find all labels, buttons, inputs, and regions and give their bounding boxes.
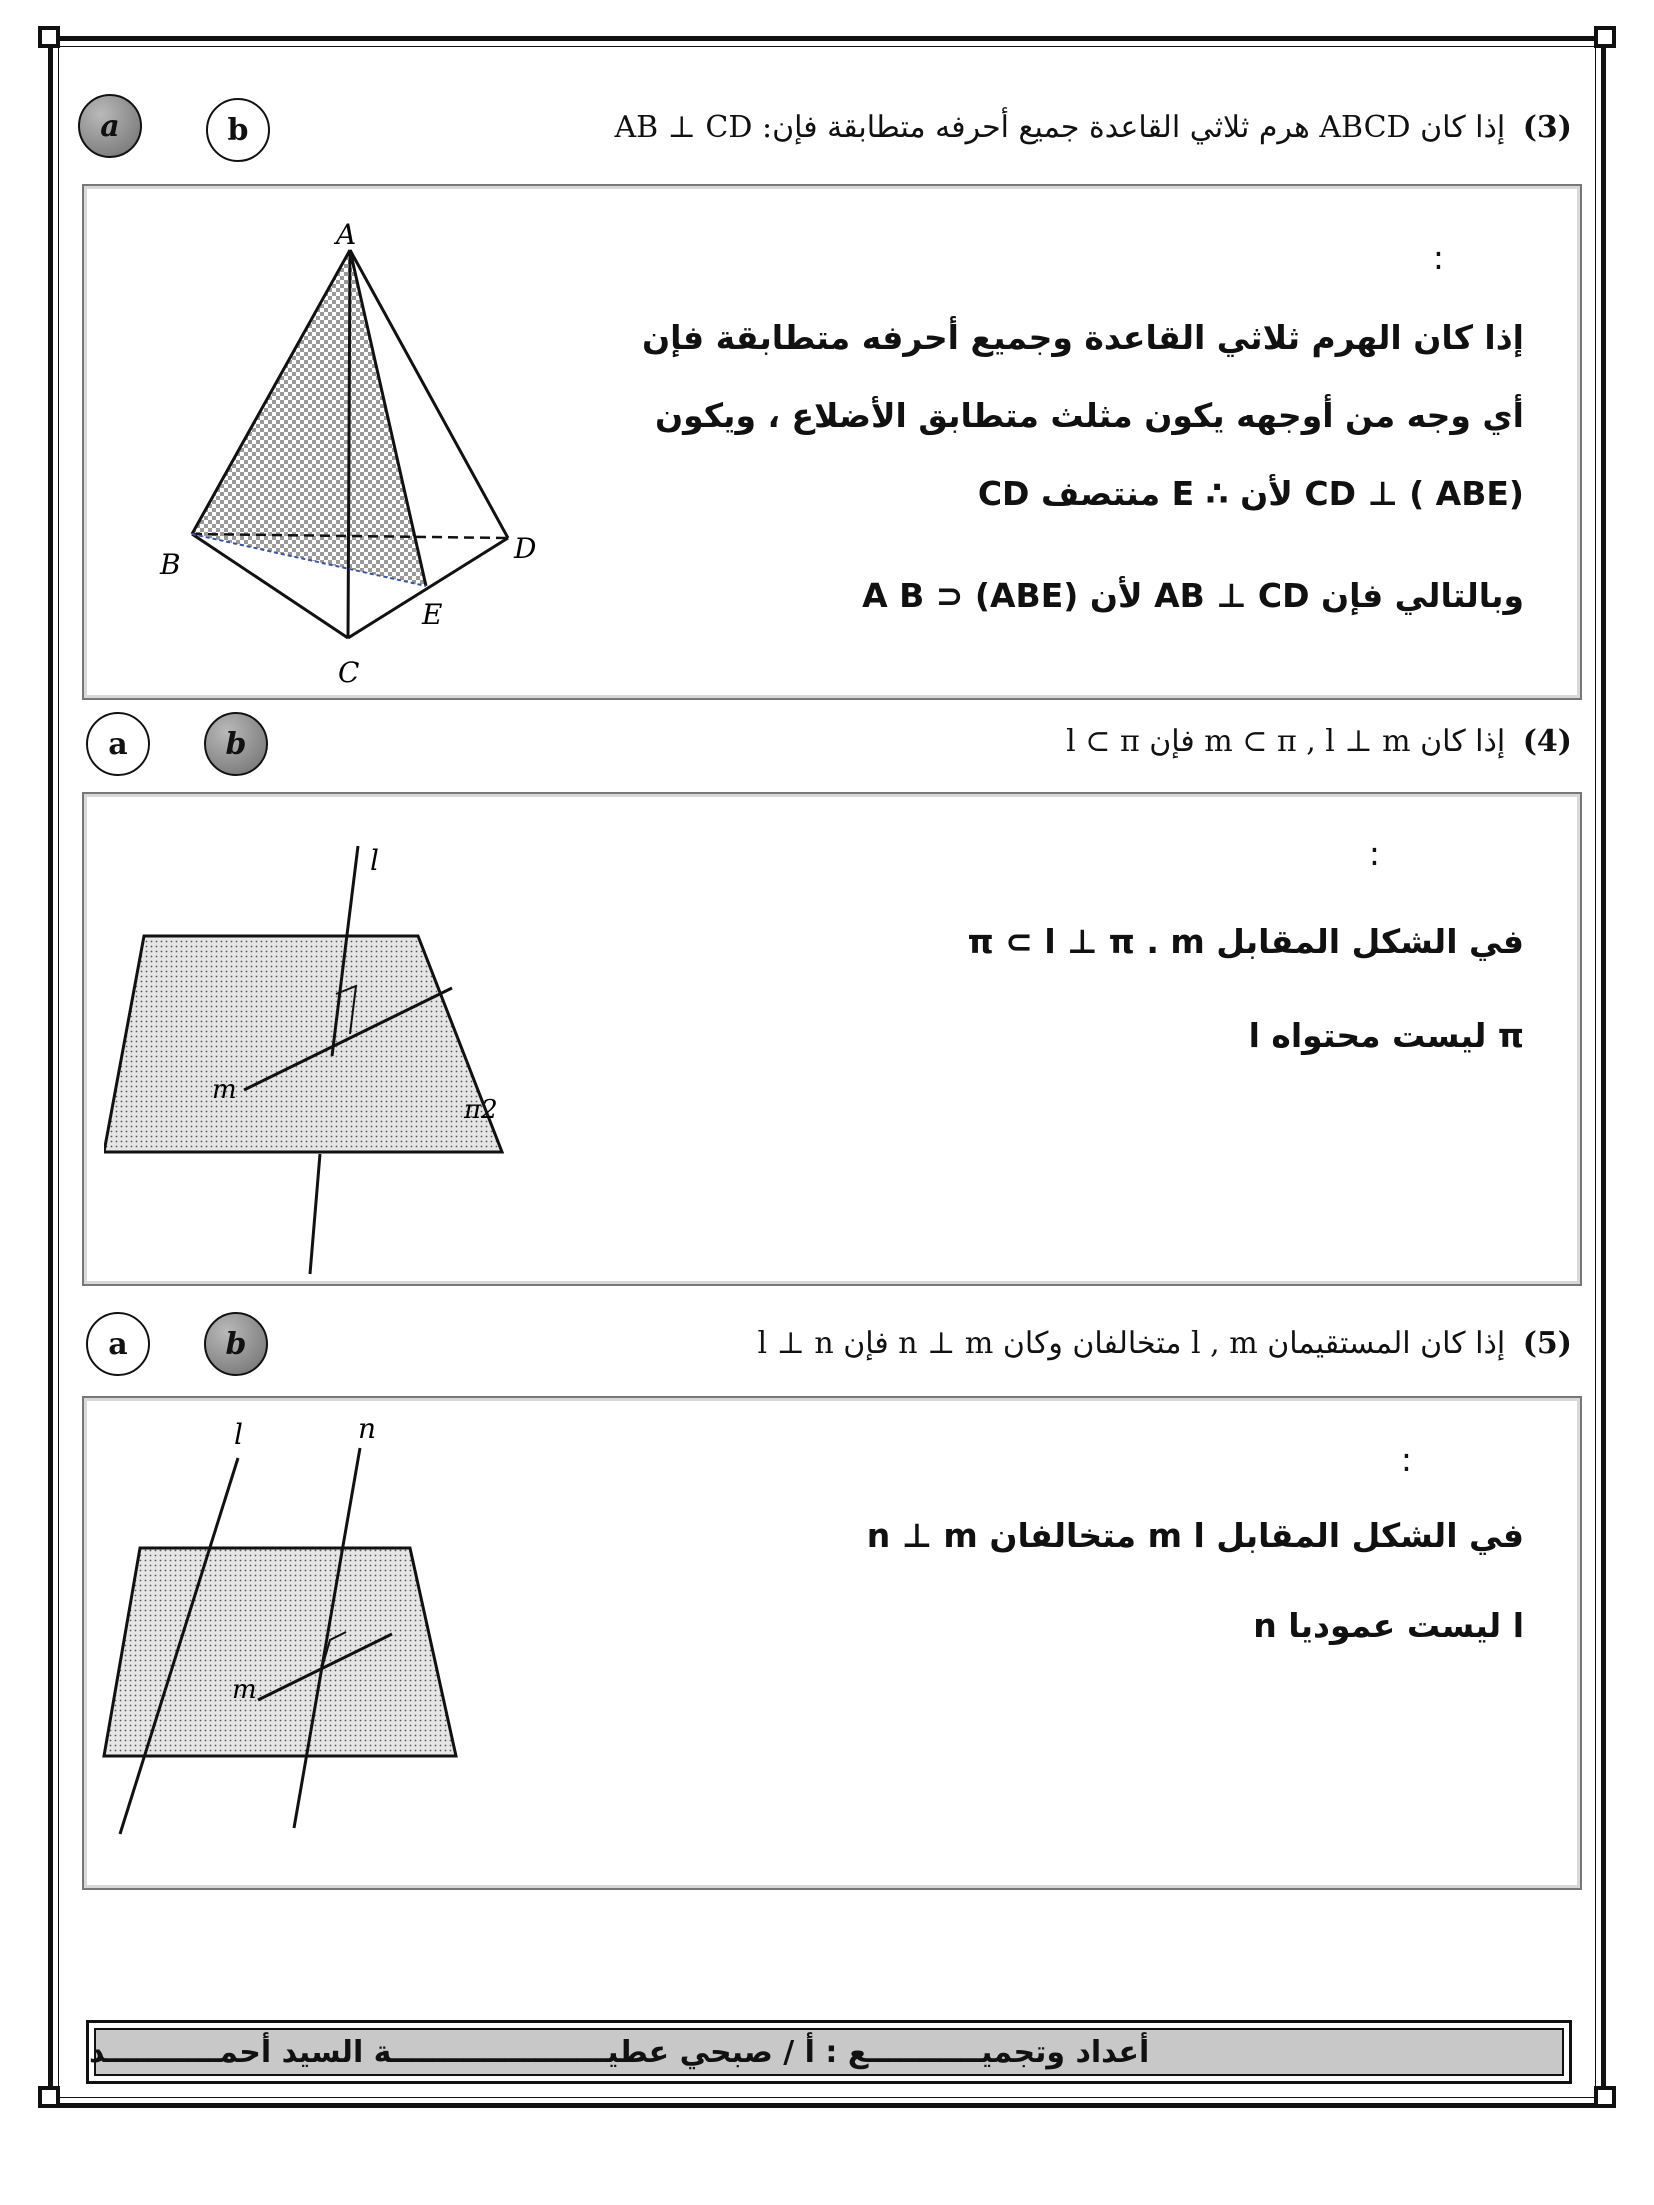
footer-text: أعداد وتجميـــــــــــع : أ / صبحي عطيـــــــــــــــــــــة السيد أحمـــــــــــد: [89, 2034, 1150, 2070]
label-b: B: [160, 548, 181, 581]
label-n: n: [358, 1412, 377, 1445]
q3-text: إذا كان ABCD هرم ثلاثي القاعدة جميع أحرفه متطابقة فإن: AB ⊥ CD: [614, 110, 1506, 145]
q3-option-b[interactable]: b: [206, 98, 270, 162]
q4-option-a[interactable]: a: [86, 712, 150, 776]
q3-colon: :: [1432, 238, 1444, 277]
q5-colon: :: [1400, 1440, 1412, 1479]
q4-option-b[interactable]: b: [204, 712, 268, 776]
q5-solution-box: [82, 1396, 1582, 1890]
label-m: m: [212, 1075, 237, 1105]
frame-corner: [38, 2086, 60, 2108]
q3-solution-line3: CD ⊥ ( ABE) لأن ∴ E منتصف CD: [977, 474, 1524, 513]
q3-solution-line2: أي وجه من أوجهه يكون مثلث متطابق الأضلاع ، ويكون: [655, 396, 1524, 435]
label-a: A: [336, 218, 357, 251]
q3-solution-line1: إذا كان الهرم ثلاثي القاعدة وجميع أحرفه متطابقة فإن: [641, 318, 1524, 357]
q4-colon: :: [1368, 834, 1380, 873]
q5-solution-line2: l ليست عموديا n: [1253, 1606, 1524, 1645]
label-l: l: [234, 1418, 243, 1451]
q3-solution-box: [82, 184, 1582, 700]
q5-option-b[interactable]: b: [204, 1312, 268, 1376]
label-m: m: [232, 1675, 257, 1705]
frame-corner: [38, 26, 60, 48]
q5-question: [758, 1326, 1573, 1361]
skew-lines-figure: [98, 1398, 578, 1888]
q5-number: (5): [1522, 1326, 1572, 1361]
plane: [104, 1548, 456, 1756]
label-l: l: [370, 844, 379, 877]
q3-solution-line4: وبالتالي فإن AB ⊥ CD لأن (ABE) ⊂ A B: [862, 576, 1524, 615]
q5-solution-line1: في الشكل المقابل m l متخالفان n ⊥ m: [866, 1516, 1524, 1555]
label-e: E: [422, 598, 443, 631]
frame-corner: [1594, 2086, 1616, 2108]
q3-option-a[interactable]: a: [78, 94, 142, 158]
label-d: D: [514, 532, 537, 565]
plane-pi2: [104, 936, 502, 1152]
q4-solution-box: [82, 792, 1582, 1286]
label-pi2: π2: [464, 1095, 498, 1125]
frame-corner: [1594, 26, 1616, 48]
q5-option-a[interactable]: a: [86, 1312, 150, 1376]
q5-text: إذا كان المستقيمان l , m متخالفان وكان n ⊥ m فإن l ⊥ n: [757, 1326, 1506, 1361]
q4-text: إذا كان m ⊂ π , l ⊥ m فإن l ⊂ π: [1066, 724, 1506, 759]
q4-question: [1066, 724, 1572, 759]
pyramid-figure: [104, 192, 664, 692]
plane-line-figure: [104, 794, 584, 1284]
author-footer: [86, 2020, 1572, 2084]
q3-question: [614, 110, 1572, 145]
label-c: C: [338, 656, 360, 689]
q4-solution-line1: في الشكل المقابل π ⊂ l ⊥ π . m: [967, 922, 1524, 961]
q4-number: (4): [1522, 724, 1572, 759]
q3-number: (3): [1522, 110, 1572, 145]
q4-solution-line2: π ليست محتواه l: [1248, 1016, 1524, 1055]
